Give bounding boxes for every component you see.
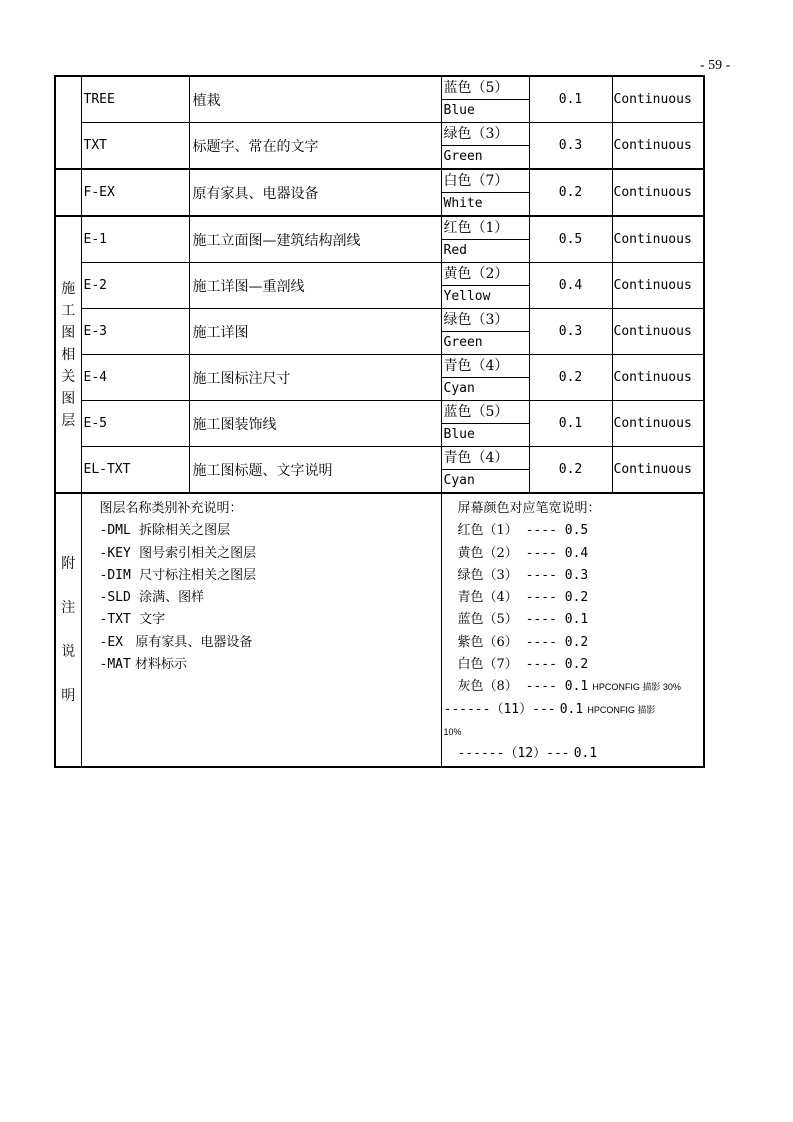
layer-table bbox=[54, 75, 705, 768]
layer-desc: 施工详图—重剖线 bbox=[189, 263, 441, 309]
notes-row bbox=[55, 493, 704, 767]
layer-color bbox=[441, 263, 529, 309]
layer-code: E-5 bbox=[81, 401, 189, 447]
list-item: 白色（7） ---- 0.2 bbox=[457, 657, 589, 673]
line-type: Continuous bbox=[612, 216, 704, 263]
notes-right-title: 屏幕颜色对应笔宽说明： bbox=[457, 501, 601, 516]
list-item: 青色（4） ---- 0.2 bbox=[457, 590, 589, 606]
table-row bbox=[55, 263, 704, 309]
list-item: -TXT 文字 bbox=[99, 612, 166, 628]
group-label-construction: 施 工 图 相 关 图 层 bbox=[55, 216, 81, 493]
pen-width: 0.4 bbox=[529, 263, 612, 309]
group-cell-empty bbox=[55, 169, 81, 216]
color-zh: 白色（7） bbox=[442, 170, 529, 193]
layer-desc: 原有家具、电器设备 bbox=[189, 169, 441, 216]
page-number: - 59 - bbox=[700, 58, 731, 73]
list-item: -KEY 图号索引相关之图层 bbox=[99, 545, 257, 561]
pen-width: 0.3 bbox=[529, 123, 612, 170]
list-item: 黄色（2） ---- 0.4 bbox=[457, 545, 589, 561]
layer-desc: 施工图装饰线 bbox=[189, 401, 441, 447]
layer-code: E-2 bbox=[81, 263, 189, 309]
layer-code: EL-TXT bbox=[81, 447, 189, 494]
layer-color bbox=[441, 216, 529, 263]
pen-width: 0.3 bbox=[529, 309, 612, 355]
color-en: White bbox=[443, 196, 483, 211]
layer-color bbox=[441, 447, 529, 494]
color-en: Green bbox=[443, 149, 483, 164]
color-en: Yellow bbox=[443, 289, 491, 304]
layer-code: F-EX bbox=[81, 169, 189, 216]
pen-width: 0.1 bbox=[529, 401, 612, 447]
layer-color bbox=[441, 401, 529, 447]
layer-desc: 施工立面图—建筑结构剖线 bbox=[189, 216, 441, 263]
color-zh: 黄色（2） bbox=[442, 263, 529, 286]
table-row bbox=[55, 447, 704, 494]
list-item: -DIM 尺寸标注相关之图层 bbox=[99, 567, 257, 583]
line-type: Continuous bbox=[612, 355, 704, 401]
list-item: 灰色（8） ---- 0.1 HPCONFIG 描影 30% bbox=[457, 679, 681, 695]
table-row bbox=[55, 169, 704, 216]
list-item: 绿色（3） ---- 0.3 bbox=[457, 567, 589, 583]
table-row bbox=[55, 355, 704, 401]
list-item: -EX 原有家具、电器设备 bbox=[99, 634, 253, 650]
line-type: Continuous bbox=[612, 123, 704, 170]
line-type: Continuous bbox=[612, 263, 704, 309]
layer-color bbox=[441, 309, 529, 355]
pen-width: 0.5 bbox=[529, 216, 612, 263]
notes-pen-widths bbox=[441, 493, 704, 767]
list-item: 紫色（6） ---- 0.2 bbox=[457, 634, 589, 650]
pen-width: 0.1 bbox=[529, 76, 612, 123]
layer-code: E-4 bbox=[81, 355, 189, 401]
list-item: 蓝色（5） ---- 0.1 bbox=[457, 612, 589, 628]
layer-code: TXT bbox=[81, 123, 189, 170]
list-item-wrap: 10% bbox=[443, 726, 462, 737]
pen-width: 0.2 bbox=[529, 447, 612, 494]
color-zh: 绿色（3） bbox=[442, 123, 529, 146]
layer-desc: 植栽 bbox=[189, 76, 441, 123]
layer-color bbox=[441, 76, 529, 123]
layer-code: E-1 bbox=[81, 216, 189, 263]
table-row bbox=[55, 401, 704, 447]
line-type: Continuous bbox=[612, 309, 704, 355]
notes-left-title: 图层名称类别补充说明： bbox=[99, 501, 243, 516]
line-type: Continuous bbox=[612, 76, 704, 123]
table-row bbox=[55, 216, 704, 263]
color-zh: 绿色（3） bbox=[442, 309, 529, 332]
notes-layer-categories bbox=[81, 493, 441, 767]
color-zh: 蓝色（5） bbox=[442, 401, 529, 424]
layer-code: TREE bbox=[81, 76, 189, 123]
list-item: -MAT 材料标示 bbox=[99, 657, 187, 673]
color-zh: 红色（1） bbox=[442, 217, 529, 240]
color-zh: 青色（4） bbox=[442, 447, 529, 470]
group-label-notes: 附 注 说 明 bbox=[55, 493, 81, 767]
table-row bbox=[55, 309, 704, 355]
pen-width: 0.2 bbox=[529, 169, 612, 216]
table-row bbox=[55, 123, 704, 170]
color-en: Blue bbox=[443, 427, 475, 442]
color-en: Red bbox=[443, 243, 467, 258]
layer-color bbox=[441, 355, 529, 401]
line-type: Continuous bbox=[612, 169, 704, 216]
layer-desc: 施工详图 bbox=[189, 309, 441, 355]
layer-code: E-3 bbox=[81, 309, 189, 355]
color-en: Green bbox=[443, 335, 483, 350]
list-item: ------（12）--- 0.1 bbox=[457, 746, 598, 762]
color-en: Blue bbox=[443, 103, 475, 118]
layer-color bbox=[441, 123, 529, 170]
layer-desc: 标题字、常在的文字 bbox=[189, 123, 441, 170]
layer-color bbox=[441, 169, 529, 216]
table-row bbox=[55, 76, 704, 123]
list-item: -SLD 涂满、图样 bbox=[99, 590, 205, 606]
layer-desc: 施工图标题、文字说明 bbox=[189, 447, 441, 494]
color-zh: 蓝色（5） bbox=[442, 77, 529, 100]
line-type: Continuous bbox=[612, 401, 704, 447]
list-item: 红色（1） ---- 0.5 bbox=[457, 523, 589, 539]
pen-width: 0.2 bbox=[529, 355, 612, 401]
group-cell-empty bbox=[55, 76, 81, 169]
list-item: ------（11）--- 0.1 HPCONFIG 描影 bbox=[443, 701, 656, 717]
layer-desc: 施工图标注尺寸 bbox=[189, 355, 441, 401]
color-en: Cyan bbox=[443, 473, 475, 488]
color-zh: 青色（4） bbox=[442, 355, 529, 378]
list-item: -DML 拆除相关之图层 bbox=[99, 523, 231, 539]
line-type: Continuous bbox=[612, 447, 704, 494]
color-en: Cyan bbox=[443, 381, 475, 396]
